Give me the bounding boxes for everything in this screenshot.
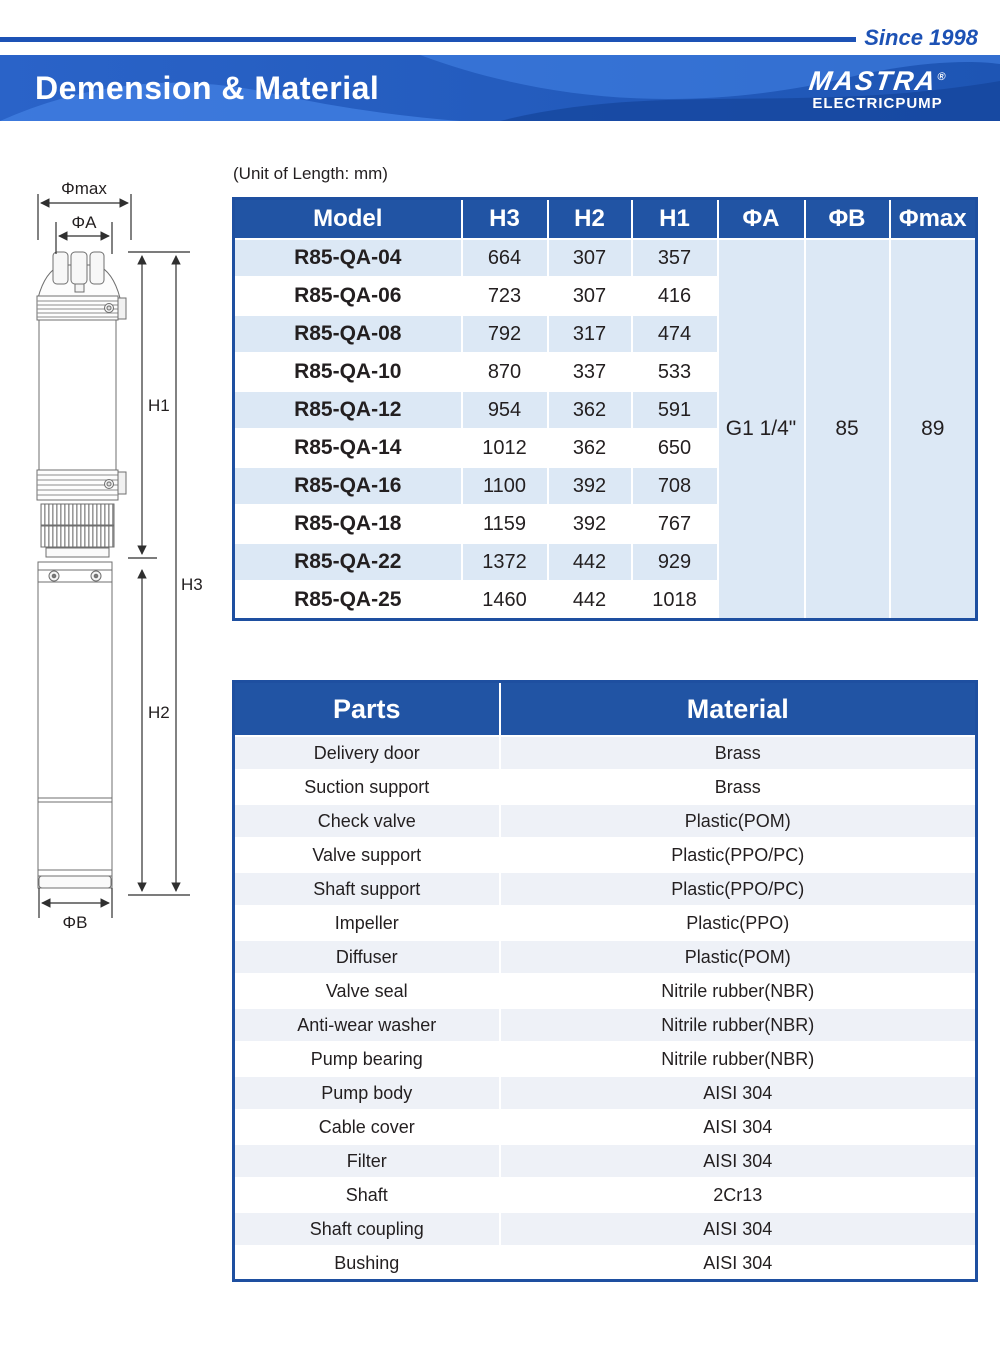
h2-value-cell: 307 xyxy=(548,277,632,315)
part-name-cell: Shaft xyxy=(234,1178,500,1212)
h2-value-cell: 337 xyxy=(548,353,632,391)
parts-row xyxy=(234,770,977,804)
h1-value-cell: 533 xyxy=(632,353,718,391)
h2-value-cell: 392 xyxy=(548,467,632,505)
header-rule xyxy=(0,37,856,42)
parts-row xyxy=(234,940,977,974)
unit-note: (Unit of Length: mm) xyxy=(233,164,388,183)
h3-value-cell: 954 xyxy=(462,391,548,429)
parts-row xyxy=(234,1110,977,1144)
model-cell: R85-QA-22 xyxy=(234,543,462,581)
dimension-column-header: H3 xyxy=(462,199,548,240)
material-cell: Plastic(POM) xyxy=(500,804,977,838)
brand-name xyxy=(783,63,972,95)
h3-value-cell: 664 xyxy=(462,239,548,277)
page-title: Demension & Material xyxy=(35,70,380,106)
registered-mark: ® xyxy=(936,71,947,83)
h3-value-cell: 1460 xyxy=(462,581,548,620)
dimension-column-header: ΦA xyxy=(718,199,805,240)
dim-label-h2: H2 xyxy=(148,703,170,722)
h2-value-cell: 442 xyxy=(548,581,632,620)
h1-value-cell: 929 xyxy=(632,543,718,581)
dimension-column-header: H1 xyxy=(632,199,718,240)
parts-row xyxy=(234,1246,977,1281)
material-cell: AISI 304 xyxy=(500,1212,977,1246)
pump-technical-drawing xyxy=(15,170,215,935)
h3-value-cell: 1012 xyxy=(462,429,548,467)
material-cell: Plastic(PPO) xyxy=(500,906,977,940)
parts-header-row xyxy=(234,682,977,737)
h2-value-cell: 442 xyxy=(548,543,632,581)
h1-value-cell: 357 xyxy=(632,239,718,277)
h3-value-cell: 1372 xyxy=(462,543,548,581)
h2-value-cell: 362 xyxy=(548,429,632,467)
material-cell: 2Cr13 xyxy=(500,1178,977,1212)
material-cell: AISI 304 xyxy=(500,1246,977,1281)
h3-value-cell: 870 xyxy=(462,353,548,391)
h3-value-cell: 723 xyxy=(462,277,548,315)
parts-row xyxy=(234,804,977,838)
material-cell: Plastic(PPO/PC) xyxy=(500,872,977,906)
brand-name-text: MASTRA xyxy=(807,66,940,96)
dimension-header-row xyxy=(234,199,977,240)
part-name-cell: Check valve xyxy=(234,804,500,838)
material-cell: Brass xyxy=(500,770,977,804)
h3-value-cell: 792 xyxy=(462,315,548,353)
part-name-cell: Suction support xyxy=(234,770,500,804)
dimension-column-header: ΦB xyxy=(805,199,890,240)
h2-value-cell: 362 xyxy=(548,391,632,429)
parts-column-header: Material xyxy=(500,682,977,737)
part-name-cell: Shaft support xyxy=(234,872,500,906)
part-name-cell: Impeller xyxy=(234,906,500,940)
h2-value-cell: 307 xyxy=(548,239,632,277)
h1-value-cell: 416 xyxy=(632,277,718,315)
title-banner xyxy=(0,55,1000,121)
material-cell: Brass xyxy=(500,736,977,770)
h1-value-cell: 650 xyxy=(632,429,718,467)
model-cell: R85-QA-06 xyxy=(234,277,462,315)
brand-subtitle: ELECTRICPUMP xyxy=(812,95,943,112)
dim-label-h3: H3 xyxy=(181,575,203,594)
dimension-row xyxy=(234,239,977,277)
parts-row xyxy=(234,1042,977,1076)
phi-max-cell: 89 xyxy=(890,239,977,620)
part-name-cell: Anti-wear washer xyxy=(234,1008,500,1042)
parts-row xyxy=(234,974,977,1008)
pump-body-outline xyxy=(37,252,126,888)
h1-value-cell: 708 xyxy=(632,467,718,505)
part-name-cell: Valve support xyxy=(234,838,500,872)
model-cell: R85-QA-08 xyxy=(234,315,462,353)
parts-row xyxy=(234,1178,977,1212)
parts-table xyxy=(232,680,978,1282)
parts-column-header: Parts xyxy=(234,682,500,737)
parts-row xyxy=(234,1076,977,1110)
dimension-table xyxy=(232,197,978,621)
dim-label-phia: ΦA xyxy=(71,213,97,232)
model-cell: R85-QA-04 xyxy=(234,239,462,277)
h2-value-cell: 392 xyxy=(548,505,632,543)
h1-value-cell: 1018 xyxy=(632,581,718,620)
parts-row xyxy=(234,906,977,940)
material-cell: AISI 304 xyxy=(500,1076,977,1110)
part-name-cell: Filter xyxy=(234,1144,500,1178)
since-text: Since 1998 xyxy=(864,25,978,50)
dimension-column-header: Model xyxy=(234,199,462,240)
phi-b-cell: 85 xyxy=(805,239,890,620)
h3-value-cell: 1100 xyxy=(462,467,548,505)
part-name-cell: Cable cover xyxy=(234,1110,500,1144)
parts-row xyxy=(234,838,977,872)
parts-row xyxy=(234,1212,977,1246)
model-cell: R85-QA-18 xyxy=(234,505,462,543)
parts-row xyxy=(234,872,977,906)
part-name-cell: Diffuser xyxy=(234,940,500,974)
part-name-cell: Valve seal xyxy=(234,974,500,1008)
h1-value-cell: 767 xyxy=(632,505,718,543)
dim-label-phimax: Φmax xyxy=(61,179,107,198)
model-cell: R85-QA-16 xyxy=(234,467,462,505)
dim-label-phib: ΦB xyxy=(62,913,88,932)
part-name-cell: Bushing xyxy=(234,1246,500,1281)
dimension-table-body xyxy=(234,239,977,620)
parts-row xyxy=(234,1144,977,1178)
material-cell: AISI 304 xyxy=(500,1144,977,1178)
part-name-cell: Pump bearing xyxy=(234,1042,500,1076)
part-name-cell: Pump body xyxy=(234,1076,500,1110)
material-cell: Plastic(PPO/PC) xyxy=(500,838,977,872)
brand-logo xyxy=(785,63,970,112)
h1-value-cell: 474 xyxy=(632,315,718,353)
parts-table-body xyxy=(234,736,977,1281)
model-cell: R85-QA-10 xyxy=(234,353,462,391)
parts-row xyxy=(234,736,977,770)
parts-row xyxy=(234,1008,977,1042)
model-cell: R85-QA-12 xyxy=(234,391,462,429)
model-cell: R85-QA-14 xyxy=(234,429,462,467)
part-name-cell: Delivery door xyxy=(234,736,500,770)
model-cell: R85-QA-25 xyxy=(234,581,462,620)
dimension-column-header: Φmax xyxy=(890,199,977,240)
h3-value-cell: 1159 xyxy=(462,505,548,543)
material-cell: AISI 304 xyxy=(500,1110,977,1144)
material-cell: Plastic(POM) xyxy=(500,940,977,974)
dimension-column-header: H2 xyxy=(548,199,632,240)
h1-value-cell: 591 xyxy=(632,391,718,429)
dim-label-h1: H1 xyxy=(148,396,170,415)
material-cell: Nitrile rubber(NBR) xyxy=(500,974,977,1008)
phi-a-cell: G1 1/4" xyxy=(718,239,805,620)
material-cell: Nitrile rubber(NBR) xyxy=(500,1042,977,1076)
part-name-cell: Shaft coupling xyxy=(234,1212,500,1246)
material-cell: Nitrile rubber(NBR) xyxy=(500,1008,977,1042)
h2-value-cell: 317 xyxy=(548,315,632,353)
